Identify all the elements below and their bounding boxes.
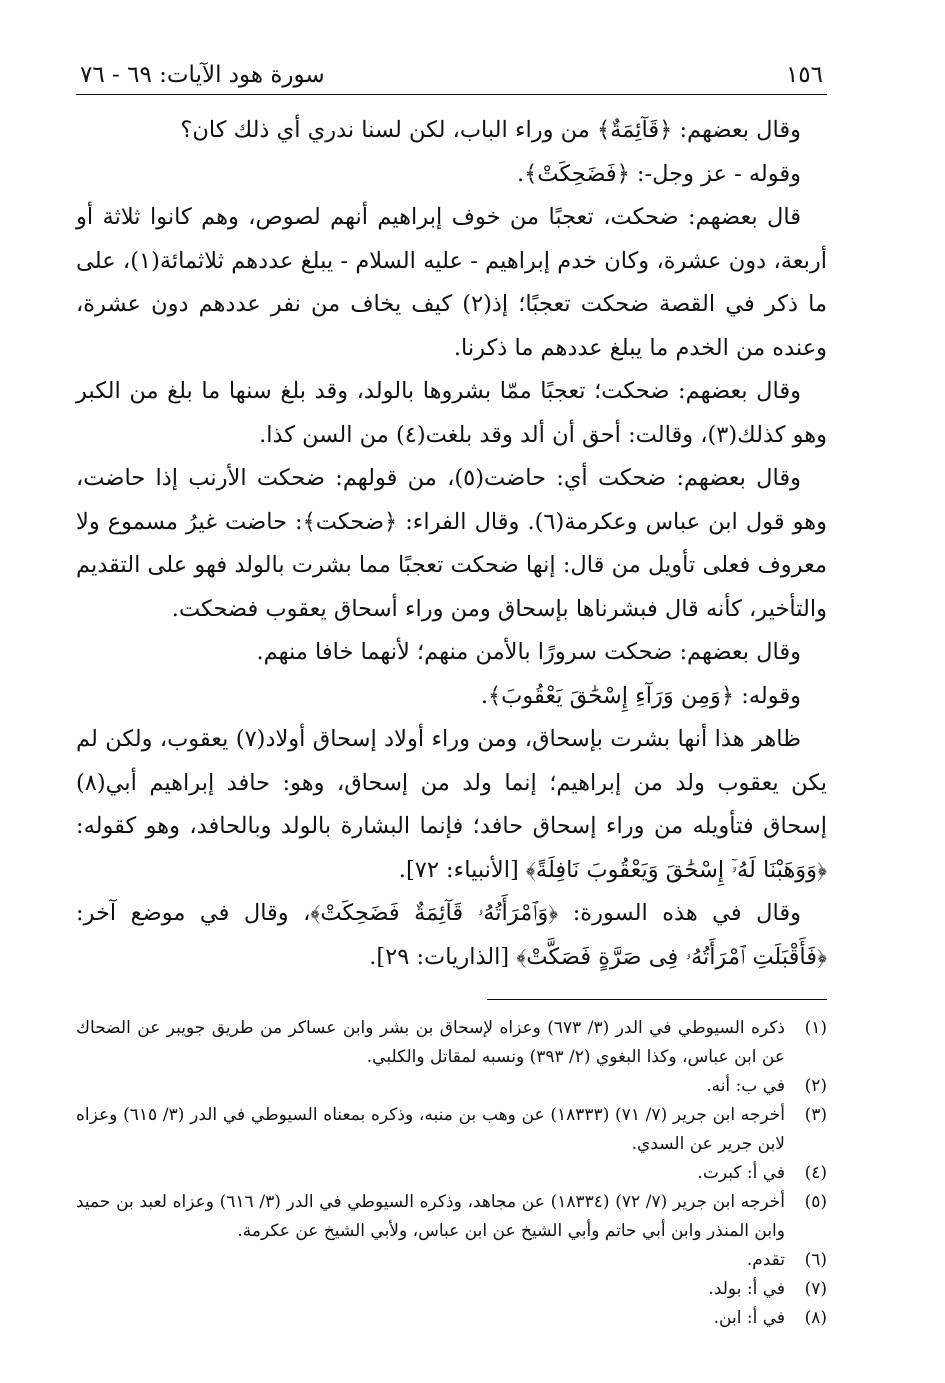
footnote (76, 1072, 827, 1101)
footnote-number: (٧) (804, 1279, 827, 1299)
footnote (76, 1246, 827, 1275)
paragraph: وقال بعضهم: ﴿قَآئِمَةٌ﴾ من وراء الباب، لكن لسنا ندري أي ذلك كان؟ (180, 117, 801, 143)
footnote (76, 1159, 827, 1188)
footnote (76, 1014, 827, 1072)
paragraph: وقال بعضهم: ضحكت أي: حاضت(٥)، من قولهم: ضحكت الأرنب إذا حاضت، وهو قول ابن عباس وعكرمة(٦). وقال الفراء: ﴿ضحكت﴾: حاضت غيرُ مسموع ولا معروف فعلى تأويل من قال: إنها ضحكت تعجبًا مما بشرت بالولد فهو على التقديم والتأخير، كأنه قال فبشرناها بإسحاق ومن وراء أسحاق يعقوب فضحكت. (76, 465, 827, 622)
footnote-separator (487, 999, 827, 1000)
footnote-number: (٤) (804, 1163, 827, 1183)
footnote-number: (٢) (804, 1076, 827, 1096)
footnote-number: (٨) (804, 1308, 827, 1328)
footnote (76, 1275, 827, 1304)
footnote-text: أخرجه ابن جرير (٧/ ٧١) (١٨٣٣٣) عن وهب بن منبه، وذكره بمعناه السيوطي في الدر (٣/ ٦١٥) وعزاه لابن جرير عن السدي. (76, 1105, 786, 1154)
footnote (76, 1188, 827, 1246)
main-text (76, 109, 827, 979)
running-header (76, 62, 827, 95)
paragraph: وقال في هذه السورة: ﴿وَٱمْرَأَتُهُۥ قَآئِمَةٌ فَضَحِكَتْ﴾، وقال في موضع آخر: ﴿فَأَقْبَلَتِ ٱمْرَأَتُهُۥ فِى صَرَّةٍ فَصَكَّتْ﴾ [الذاريات: ٢٩]. (76, 900, 827, 970)
footnotes (76, 1014, 827, 1333)
footnote (76, 1304, 827, 1333)
paragraph: وقوله: ﴿وَمِن وَرَآءِ إِسْحَٰقَ يَعْقُوبَ﴾. (480, 682, 801, 709)
footnote-text: في أ: كبرت. (697, 1163, 785, 1183)
footnote-number: (٦) (804, 1250, 827, 1270)
footnote-number: (٣) (804, 1105, 827, 1125)
footnote-text: في أ: ابن. (713, 1308, 785, 1328)
footnote-number: (١) (804, 1018, 827, 1038)
footnote-text: تقدم. (746, 1250, 785, 1270)
footnote-text: في أ: بولد. (708, 1279, 785, 1299)
footnote-number: (٥) (804, 1192, 827, 1212)
paragraph: وقال بعضهم: ضحكت سرورًا بالأمن منهم؛ لأنهما خافا منهم. (256, 639, 801, 665)
paragraph: قال بعضهم: ضحكت، تعجبًا من خوف إبراهيم أنهم لصوص، وهم كانوا ثلاثة أو أربعة، دون عشرة، وكان خدم إبراهيم - عليه السلام - يبلغ عددهم ثلاثمائة(١)، على ما ذكر في القصة ضحكت تعجبًا؛ إذ(٢) كيف يخاف من نفر عددهم دون عشرة، وعنده من الخدم ما يبلغ عددهم ما ذكرنا. (76, 204, 828, 361)
running-title: سورة هود الآيات: ٦٩ - ٧٦ (80, 62, 325, 88)
footnote-text: أخرجه ابن جرير (٧/ ٧٢) (١٨٣٣٤) عن مجاهد، وذكره السيوطي في الدر (٣/ ٦١٦) وعزاه لعبد بن حميد وابن المنذر وابن أبي حاتم وأبي الشيخ عن ابن عباس، ولأبي الشيخ عن عكرمة. (76, 1192, 786, 1241)
footnote-text: في ب: أنه. (706, 1076, 785, 1096)
paragraph: وقوله - عز وجل-: ﴿فَضَحِكَتْ﴾. (516, 160, 801, 187)
paragraph: وقال بعضهم: ضحكت؛ تعجبًا ممّا بشروها بالولد، وقد بلغ سنها ما بلغ من الكبر وهو كذلك(٣)، وقالت: أحق أن ألد وقد بلغت(٤) من السن كذا. (76, 378, 827, 448)
page-number: ١٥٦ (785, 62, 823, 88)
footnote (76, 1101, 827, 1159)
paragraph: ظاهر هذا أنها بشرت بإسحاق، ومن وراء أولاد إسحاق أولاد(٧) يعقوب، ولكن لم يكن يعقوب ولد من إبراهيم؛ إنما ولد من إسحاق، وهو: حافد إبراهيم أبي(٨) إسحاق فتأويله من وراء إسحاق حافد؛ فإنما البشارة بالولد وبالحافد، وهو كقوله: ﴿وَوَهَبْنَا لَهُۥٓ إِسْحَٰقَ وَيَعْقُوبَ نَافِلَةً﴾ [الأنبياء: ٧٢]. (76, 726, 827, 883)
footnote-text: ذكره السيوطي في الدر (٣/ ٦٧٣) وعزاه لإسحاق بن بشر وابن عساكر من طريق جويبر عن الضحاك عن ابن عباس، وكذا البغوي (٢/ ٣٩٣) ونسبه لمقاتل والكلبي. (76, 1018, 785, 1067)
